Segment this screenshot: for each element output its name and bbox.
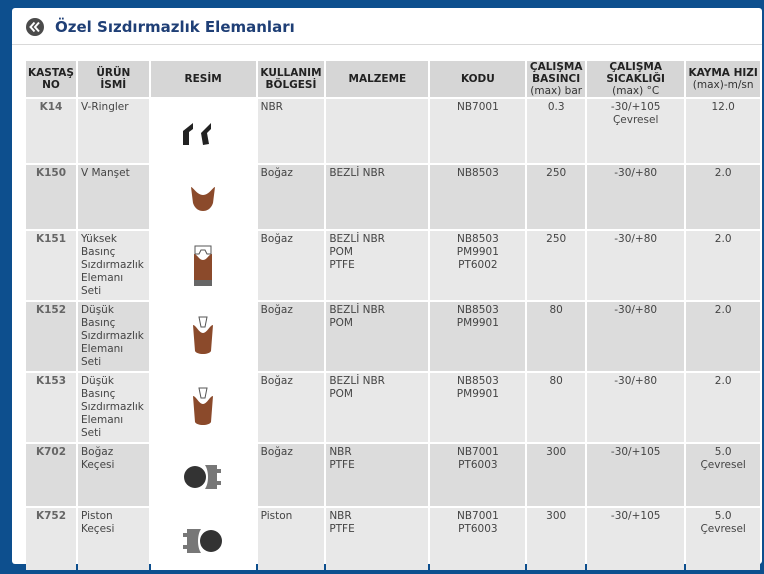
- temperature-cell: -30/+105: [587, 444, 684, 506]
- usage-region-cell: Boğaz: [258, 231, 325, 300]
- piston-seal-icon: [154, 510, 253, 568]
- product-name-cell: V-Ringler: [78, 99, 149, 163]
- kastas-no-cell: K150: [26, 165, 76, 229]
- product-image-cell: [151, 444, 256, 506]
- col-header-kayma-hizi: KAYMA HIZI (max)-m/sn: [686, 61, 760, 97]
- product-image-cell: [151, 508, 256, 570]
- table-row: [26, 99, 760, 163]
- material-cell: BEZLİ NBR POM: [326, 302, 428, 371]
- code-cell: NB8503 PM9901: [430, 302, 525, 371]
- pressure-cell: 80: [527, 373, 585, 442]
- kastas-no-cell: K702: [26, 444, 76, 506]
- product-image-cell: [151, 231, 256, 300]
- table-row: [26, 373, 760, 442]
- product-name-cell: Piston Keçesi: [78, 508, 149, 570]
- temperature-cell: -30/+80: [587, 231, 684, 300]
- pressure-cell: 0.3: [527, 99, 585, 163]
- product-image-cell: [151, 165, 256, 229]
- material-cell: BEZLİ NBR POM PTFE: [326, 231, 428, 300]
- material-cell: BEZLİ NBR POM: [326, 373, 428, 442]
- code-cell: NB8503: [430, 165, 525, 229]
- table-row: [26, 165, 760, 229]
- low-pressure-seal-set-icon: [154, 304, 253, 368]
- material-cell: NBR PTFE: [326, 444, 428, 506]
- code-cell: NB7001 PT6003: [430, 508, 525, 570]
- page-title: Özel Sızdırmazlık Elemanları: [55, 18, 295, 36]
- material-cell: [326, 99, 428, 163]
- speed-cell: 5.0 Çevresel: [686, 508, 760, 570]
- temperature-cell: -30/+80: [587, 373, 684, 442]
- title-bar: [12, 8, 762, 45]
- table-row: [26, 231, 760, 300]
- v-cup-seal-icon: [154, 167, 253, 227]
- kastas-no-cell: K153: [26, 373, 76, 442]
- speed-cell: 2.0: [686, 231, 760, 300]
- material-cell: BEZLİ NBR: [326, 165, 428, 229]
- code-cell: NB7001 PT6003: [430, 444, 525, 506]
- rod-seal-icon: [154, 446, 253, 504]
- code-cell: NB8503 PM9901: [430, 373, 525, 442]
- usage-region-cell: Piston: [258, 508, 325, 570]
- table-row: [26, 302, 760, 371]
- code-cell: NB7001: [430, 99, 525, 163]
- speed-cell: 2.0: [686, 165, 760, 229]
- speed-cell: 2.0: [686, 373, 760, 442]
- table-row: [26, 508, 760, 570]
- kastas-no-cell: K151: [26, 231, 76, 300]
- kastas-no-cell: K152: [26, 302, 76, 371]
- low-pressure-seal-set-icon: [154, 375, 253, 439]
- col-header-kastas-no: KASTAŞ NO: [26, 61, 76, 97]
- code-cell: NB8503 PM9901 PT6002: [430, 231, 525, 300]
- pressure-cell: 250: [527, 231, 585, 300]
- temperature-cell: -30/+105 Çevresel: [587, 99, 684, 163]
- speed-cell: 5.0 Çevresel: [686, 444, 760, 506]
- product-name-cell: Boğaz Keçesi: [78, 444, 149, 506]
- col-header-calisma-sicakligi: ÇALIŞMA SICAKLIĞI (max) °C: [587, 61, 684, 97]
- content-panel: [12, 8, 762, 564]
- pressure-cell: 300: [527, 444, 585, 506]
- material-cell: NBR PTFE: [326, 508, 428, 570]
- temperature-cell: -30/+80: [587, 165, 684, 229]
- col-header-calisma-basinci: ÇALIŞMA BASINCI (max) bar: [527, 61, 585, 97]
- product-name-cell: Yüksek Basınç Sızdırmazlık Elemanı Seti: [78, 231, 149, 300]
- col-header-kullanim-bolgesi: KULLANIM BÖLGESİ: [258, 61, 325, 97]
- speed-cell: 12.0: [686, 99, 760, 163]
- usage-region-cell: Boğaz: [258, 165, 325, 229]
- table-header-row: [26, 61, 760, 97]
- product-name-cell: V Manşet: [78, 165, 149, 229]
- col-header-urun-ismi: ÜRÜN İSMİ: [78, 61, 149, 97]
- product-image-cell: [151, 302, 256, 371]
- usage-region-cell: Boğaz: [258, 444, 325, 506]
- col-header-resim: RESİM: [151, 61, 256, 97]
- double-chevron-icon: [26, 18, 44, 36]
- temperature-cell: -30/+105: [587, 508, 684, 570]
- v-ring-icon: [154, 101, 253, 161]
- product-name-cell: Düşük Basınç Sızdırmazlık Elemanı Seti: [78, 302, 149, 371]
- product-image-cell: [151, 99, 256, 163]
- usage-region-cell: Boğaz: [258, 302, 325, 371]
- pressure-cell: 80: [527, 302, 585, 371]
- kastas-no-cell: K14: [26, 99, 76, 163]
- high-pressure-seal-set-icon: [154, 233, 253, 297]
- pressure-cell: 250: [527, 165, 585, 229]
- pressure-cell: 300: [527, 508, 585, 570]
- speed-cell: 2.0: [686, 302, 760, 371]
- temperature-cell: -30/+80: [587, 302, 684, 371]
- kastas-no-cell: K752: [26, 508, 76, 570]
- usage-region-cell: NBR: [258, 99, 325, 163]
- seal-table: [24, 59, 762, 572]
- col-header-kodu: KODU: [430, 61, 525, 97]
- col-header-malzeme: MALZEME: [326, 61, 428, 97]
- product-image-cell: [151, 373, 256, 442]
- table-row: [26, 444, 760, 506]
- usage-region-cell: Boğaz: [258, 373, 325, 442]
- product-name-cell: Düşük Basınç Sızdırmazlık Elemanı Seti: [78, 373, 149, 442]
